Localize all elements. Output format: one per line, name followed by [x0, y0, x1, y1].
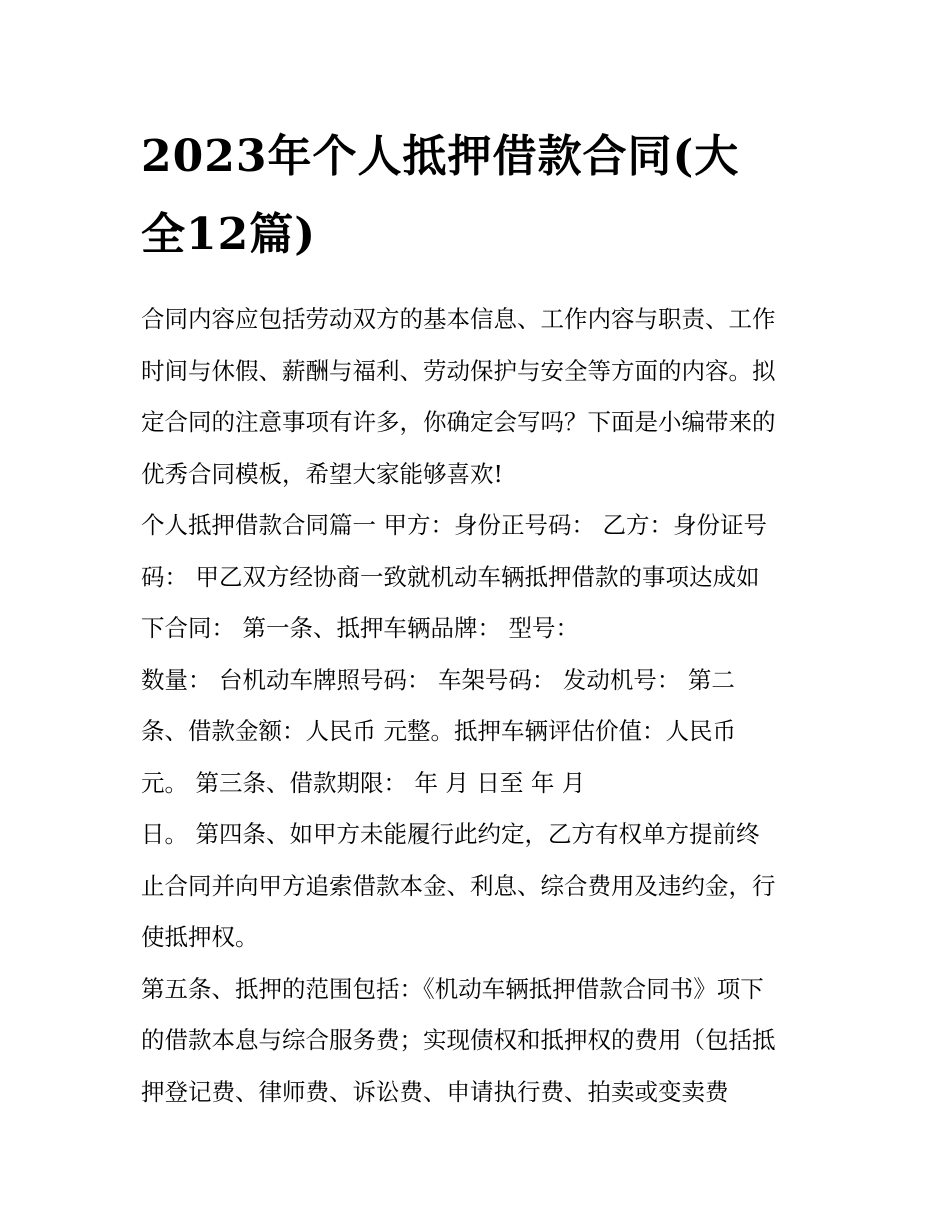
document-title: [141, 118, 821, 274]
contract-paragraph-default: [141, 809, 821, 964]
contract-paragraph-scope: [141, 964, 821, 1119]
title-line: 2023年个人抵押借款合同(大: [141, 131, 740, 182]
text-line: 元。 第三条、借款期限： 年 月 日至 年 月: [141, 768, 586, 797]
text-line: 止合同并向甲方追索借款本金、利息、综合费用及违约金，行: [141, 871, 776, 900]
text-line: 使抵押权。: [141, 923, 259, 951]
intro-paragraph: [141, 294, 821, 500]
text-line: 数量： 台机动车牌照号码： 车架号码： 发动机号： 第二: [141, 665, 735, 694]
contract-paragraph-parties: [141, 500, 821, 655]
text-line: 条、借款金额：人民币 元整。抵押车辆评估价值：人民币: [141, 717, 736, 745]
text-line: 第五条、抵押的范围包括：《机动车辆抵押借款合同书》项下: [141, 974, 764, 1003]
text-line: 优秀合同模板，希望大家能够喜欢!: [141, 459, 503, 488]
text-line: 时间与休假、薪酬与福利、劳动保护与安全等方面的内容。拟: [141, 356, 776, 385]
text-line: 押登记费、律师费、诉讼费、申请执行费、拍卖或变卖费: [141, 1077, 729, 1106]
contract-paragraph-vehicle: [141, 655, 821, 810]
text-line: 定合同的注意事项有许多，你确定会写吗？下面是小编带来的: [141, 408, 776, 436]
title-line: 全12篇): [141, 209, 317, 260]
text-line: 下合同： 第一条、抵押车辆品牌： 型号：: [141, 614, 579, 642]
text-line: 合同内容应包括劳动双方的基本信息、工作内容与职责、工作: [141, 305, 776, 333]
text-line: 个人抵押借款合同篇一 甲方：身份正号码： 乙方：身份证号: [141, 511, 767, 539]
text-line: 的借款本息与综合服务费；实现债权和抵押权的费用（包括抵: [141, 1026, 776, 1054]
text-line: 码： 甲乙双方经协商一致就机动车辆抵押借款的事项达成如: [141, 562, 760, 591]
document-body: [141, 118, 821, 1118]
text-line: 日。 第四条、如甲方未能履行此约定，乙方有权单方提前终: [141, 820, 760, 848]
